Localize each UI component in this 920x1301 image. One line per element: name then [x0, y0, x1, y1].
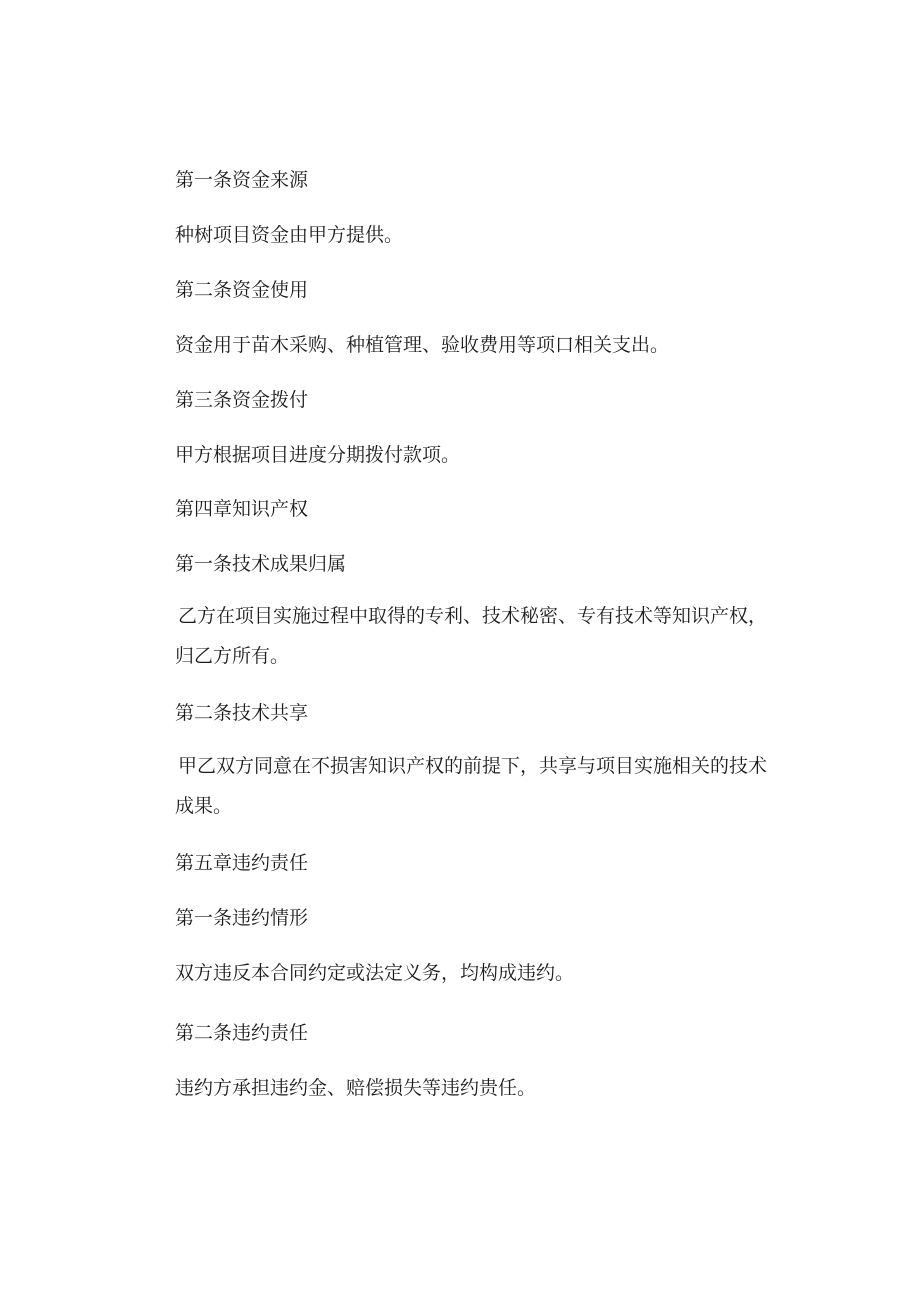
- article-text: 违约方承担违约金、赔偿损失等违约贵任。: [175, 1077, 537, 1099]
- article-text: 乙方在项目实施过程中取得的专利、技术秘密、专有技术等知识产权，归乙方所有。: [175, 605, 768, 667]
- article-text: 甲方根据项目进度分期拨付款项。: [175, 444, 461, 466]
- article-heading: 第一条技术成果归属: [175, 553, 347, 575]
- article-heading: 第二条技术共享: [175, 702, 309, 724]
- article-heading: 第一条违约情形: [175, 907, 309, 929]
- chapter-heading: 第四章知识产权: [175, 498, 309, 520]
- article-text: 种树项目资金由甲方提供。: [175, 224, 404, 246]
- article-heading: 第三条资金拨付: [175, 389, 309, 411]
- article-heading: 第一条资金来源: [175, 169, 309, 191]
- chapter-heading: 第五章违约责任: [175, 852, 309, 874]
- article-text: 甲乙双方同意在不损害知识产权的前提下，共享与项目实施相关的技术成果。: [175, 755, 768, 817]
- article-heading: 第二条资金使用: [175, 279, 309, 301]
- article-text: 资金用于苗木采购、种植管理、验收费用等项口相关支出。: [175, 334, 670, 356]
- article-heading: 第二条违约责任: [175, 1022, 309, 1044]
- article-text: 双方违反本合同约定或法定义务，均构成违约。: [175, 962, 575, 984]
